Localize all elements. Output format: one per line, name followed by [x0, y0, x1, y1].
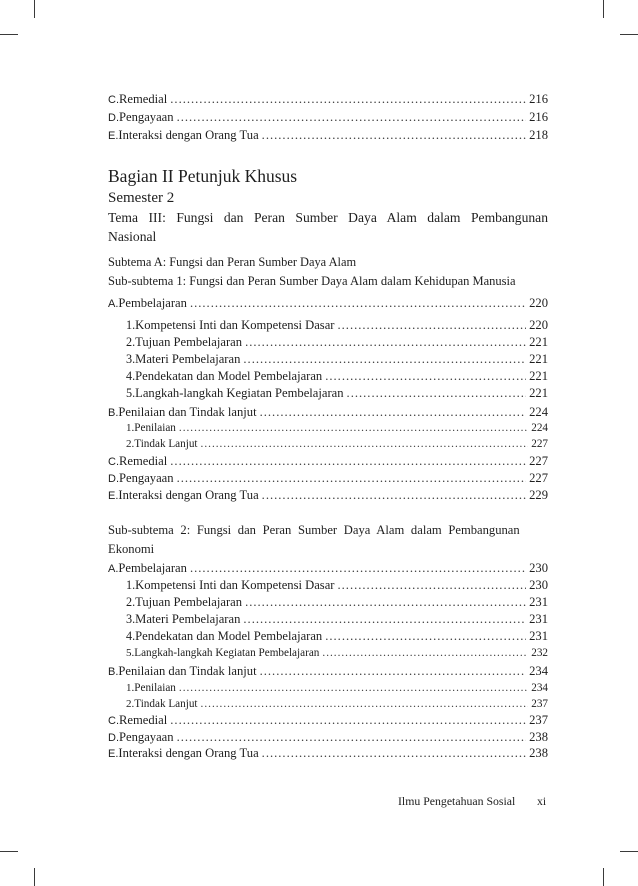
entry-page: 220 — [529, 318, 548, 332]
entry-marker: C. — [108, 456, 119, 468]
sub-subtheme-heading: Sub-subtema 1: Fungsi dan Peran Sumber Daya Alam dalam Kehidupan Manusia — [108, 274, 516, 288]
entry-marker: E. — [108, 748, 119, 760]
entry-page: 227 — [531, 438, 548, 450]
crop-mark — [620, 34, 638, 35]
crop-mark — [603, 868, 604, 886]
toc-entry[interactable] — [108, 471, 548, 486]
dot-leader — [177, 110, 527, 124]
semester-heading: Semester 2 — [108, 190, 175, 206]
toc-entry[interactable] — [108, 713, 548, 728]
entry-label: Pengayaan — [119, 110, 174, 124]
entry-page: 220 — [529, 296, 548, 310]
entry-page: 238 — [529, 746, 548, 760]
crop-mark — [620, 851, 638, 852]
dot-leader — [243, 612, 526, 626]
entry-marker: 1. — [126, 422, 135, 434]
toc-entry[interactable] — [126, 335, 548, 349]
entry-page: 231 — [529, 612, 548, 626]
dot-leader — [245, 335, 526, 349]
entry-page: 224 — [531, 422, 548, 434]
dot-leader — [262, 746, 526, 760]
entry-label: Pembelajaran — [118, 561, 187, 575]
entry-page: 218 — [529, 128, 548, 142]
entry-page: 234 — [529, 664, 548, 678]
crop-mark — [603, 0, 604, 18]
entry-label: Interaksi dengan Orang Tua — [118, 746, 259, 760]
entry-page: 238 — [529, 730, 548, 744]
entry-marker: 5. — [126, 647, 135, 659]
dot-leader — [177, 730, 527, 744]
toc-entry[interactable] — [108, 561, 548, 576]
dot-leader — [322, 646, 528, 660]
toc-entry[interactable] — [108, 405, 548, 420]
toc-entry[interactable] — [126, 437, 548, 451]
dot-leader — [190, 296, 526, 310]
entry-label: Tujuan Pembelajaran — [135, 595, 243, 609]
toc-entry[interactable] — [126, 386, 548, 400]
sub-subtheme-heading: Sub-subtema 2: Fungsi dan Peran Sumber Daya Alam dalam Pembangunan Ekonomi — [108, 523, 520, 556]
entry-label: Materi Pembelajaran — [135, 612, 241, 626]
entry-marker: 1. — [126, 318, 136, 332]
dot-leader — [262, 128, 526, 142]
entry-label: Interaksi dengan Orang Tua — [118, 128, 259, 142]
toc-entry[interactable] — [126, 629, 548, 643]
toc-entry[interactable] — [126, 595, 548, 609]
toc-entry[interactable] — [108, 128, 548, 143]
entry-label: Penilaian dan Tindak lanjut — [118, 405, 257, 419]
entry-marker: B. — [108, 666, 119, 678]
subtheme-heading: Subtema A: Fungsi dan Peran Sumber Daya Alam — [108, 255, 357, 269]
entry-marker: C. — [108, 94, 119, 106]
entry-label: Penilaian dan Tindak lanjut — [118, 664, 257, 678]
entry-label: Tindak Lanjut — [134, 438, 198, 450]
entry-label: Materi Pembelajaran — [135, 352, 241, 366]
dot-leader — [170, 454, 526, 468]
footer-book-title: Ilmu Pengetahuan Sosial — [398, 794, 516, 808]
entry-marker: E. — [108, 130, 119, 142]
dot-leader — [177, 471, 527, 485]
dot-leader — [190, 561, 526, 575]
theme-heading: Tema III: Fungsi dan Peran Sumber Daya Alam dalam Pembangunan Nasional — [108, 210, 548, 244]
toc-entry[interactable] — [108, 454, 548, 469]
entry-label: Remedial — [119, 92, 168, 106]
entry-marker: 2. — [126, 438, 135, 450]
dot-leader — [338, 578, 527, 592]
toc-entry[interactable] — [108, 730, 548, 745]
toc-entry[interactable] — [126, 369, 548, 383]
entry-page: 221 — [529, 386, 548, 400]
dot-leader — [325, 369, 526, 383]
part-heading: Bagian II Petunjuk Khusus — [108, 166, 298, 186]
toc-entry[interactable] — [108, 92, 548, 107]
entry-label: Pembelajaran — [118, 296, 187, 310]
entry-page: 237 — [529, 713, 548, 727]
entry-page: 221 — [529, 335, 548, 349]
crop-mark — [0, 34, 18, 35]
toc-entry[interactable] — [126, 578, 548, 592]
entry-page: 216 — [529, 110, 548, 124]
toc-entry[interactable] — [126, 352, 548, 366]
entry-page: 221 — [529, 369, 548, 383]
entry-label: Interaksi dengan Orang Tua — [118, 488, 259, 502]
entry-marker: 3. — [126, 612, 136, 626]
entry-page: 227 — [529, 471, 548, 485]
entry-label: Kompetensi Inti dan Kompetensi Dasar — [135, 318, 335, 332]
toc-entry[interactable] — [108, 296, 548, 311]
crop-mark — [0, 851, 18, 852]
dot-leader — [201, 437, 529, 451]
entry-page: 231 — [529, 629, 548, 643]
dot-leader — [260, 664, 527, 678]
toc-entry[interactable] — [126, 697, 548, 711]
entry-marker: D. — [108, 112, 119, 124]
toc-entry[interactable] — [126, 318, 548, 332]
toc-entry[interactable] — [108, 488, 548, 503]
dot-leader — [262, 488, 526, 502]
entry-marker: 2. — [126, 595, 136, 609]
toc-entry[interactable] — [126, 646, 548, 660]
dot-leader — [338, 318, 527, 332]
crop-mark — [34, 868, 35, 886]
toc-entry[interactable] — [126, 612, 548, 626]
dot-leader — [243, 352, 526, 366]
dot-leader — [179, 681, 528, 695]
entry-marker: A. — [108, 298, 119, 310]
entry-label: Langkah-langkah Kegiatan Pembelajaran — [134, 647, 320, 659]
entry-label: Pendekatan dan Model Pembelajaran — [135, 369, 323, 383]
entry-page: 237 — [531, 698, 548, 710]
entry-marker: 4. — [126, 369, 136, 383]
entry-label: Kompetensi Inti dan Kompetensi Dasar — [135, 578, 335, 592]
footer-page-number: xi — [537, 794, 547, 808]
entry-label: Pengayaan — [119, 730, 174, 744]
entry-marker: 4. — [126, 629, 136, 643]
entry-label: Penilaian — [134, 422, 176, 434]
dot-leader — [245, 595, 526, 609]
toc-entry[interactable] — [108, 664, 548, 679]
dot-leader — [260, 405, 527, 419]
entry-marker: 3. — [126, 352, 136, 366]
entry-label: Tujuan Pembelajaran — [135, 335, 243, 349]
entry-marker: 2. — [126, 698, 135, 710]
entry-label: Pengayaan — [119, 471, 174, 485]
entry-page: 227 — [529, 454, 548, 468]
entry-page: 232 — [531, 647, 548, 659]
entry-label: Tindak Lanjut — [134, 698, 198, 710]
entry-page: 229 — [529, 488, 548, 502]
entry-marker: E. — [108, 490, 119, 502]
entry-marker: B. — [108, 407, 119, 419]
dot-leader — [179, 421, 528, 435]
entry-label: Pendekatan dan Model Pembelajaran — [135, 629, 323, 643]
dot-leader — [170, 92, 526, 106]
toc-entry[interactable] — [108, 110, 548, 125]
entry-marker: 1. — [126, 578, 136, 592]
entry-marker: C. — [108, 715, 119, 727]
entry-label: Langkah-langkah Kegiatan Pembelajaran — [135, 386, 344, 400]
entry-label: Remedial — [119, 713, 168, 727]
toc-entry[interactable] — [126, 421, 548, 435]
entry-label: Penilaian — [134, 682, 176, 694]
dot-leader — [325, 629, 526, 643]
entry-label: Remedial — [119, 454, 168, 468]
entry-page: 221 — [529, 352, 548, 366]
entry-marker: A. — [108, 563, 119, 575]
entry-marker: D. — [108, 732, 119, 744]
toc-entry[interactable] — [108, 746, 548, 761]
dot-leader — [170, 713, 526, 727]
entry-page: 234 — [531, 682, 548, 694]
entry-page: 230 — [529, 578, 548, 592]
dot-leader — [347, 386, 527, 400]
toc-entry[interactable] — [126, 681, 548, 695]
entry-marker: 1. — [126, 682, 135, 694]
entry-marker: D. — [108, 473, 119, 485]
entry-marker: 5. — [126, 386, 136, 400]
entry-marker: 2. — [126, 335, 136, 349]
dot-leader — [201, 697, 529, 711]
entry-page: 216 — [529, 92, 548, 106]
crop-mark — [34, 0, 35, 18]
entry-page: 231 — [529, 595, 548, 609]
entry-page: 224 — [529, 405, 548, 419]
entry-page: 230 — [529, 561, 548, 575]
